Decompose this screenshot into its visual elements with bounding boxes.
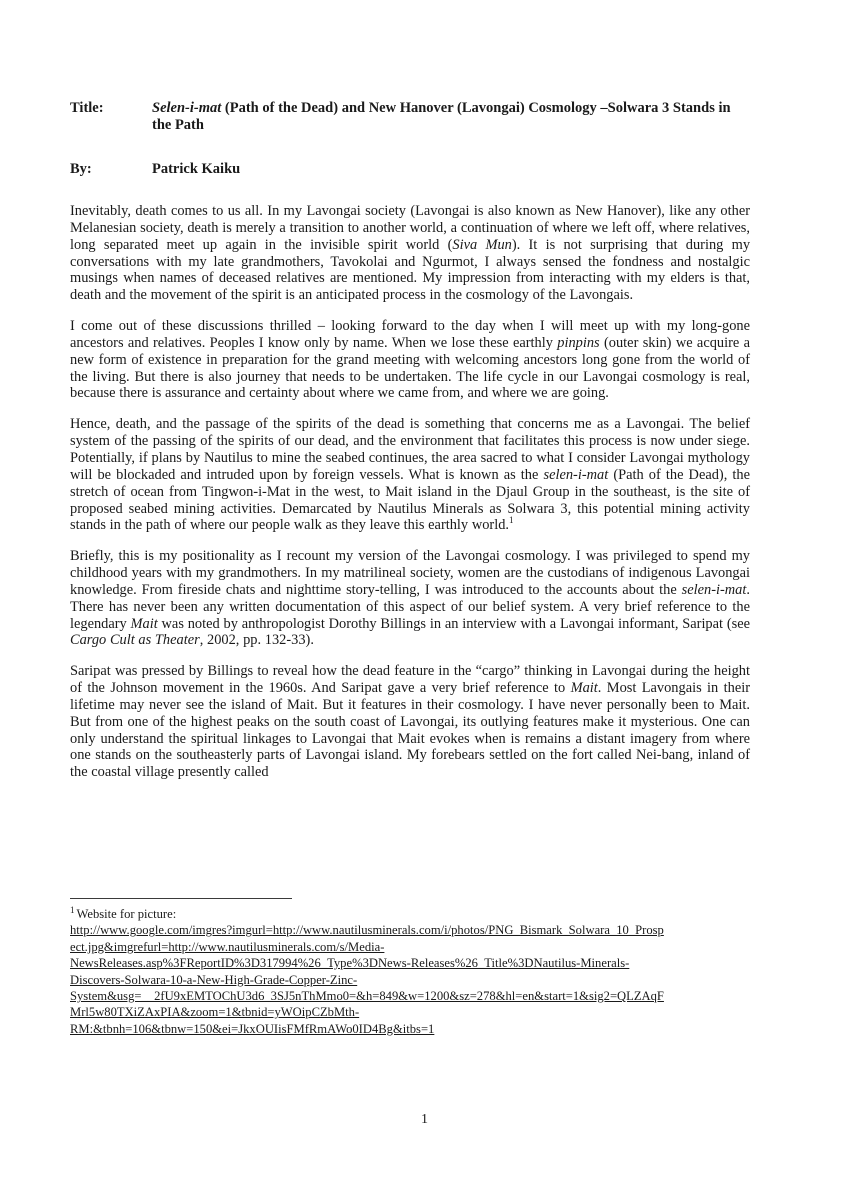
footnote-url-line[interactable]: RM:&tbnh=106&tbnw=150&ei=JkxOUIisFMfRmAWo0ID4Bg&itbs=1	[70, 1021, 435, 1036]
text-run: . There has never been any written documentation of this aspect of our belief system. A very brief reference to the legendary	[70, 581, 750, 632]
body-text	[70, 203, 750, 781]
footnote-url-line[interactable]: Mrl5w80TXiZAxPIA&zoom=1&tbnid=yWOipCZbMth-	[70, 1005, 360, 1020]
text-run: Briefly, this is my positionality as I recount my version of the Lavongai cosmology. I was privileged to spend my childhood years with my grandmothers. In my matrilineal society, women are the custodians of indigenous Lavongai knowledge. From fireside chats and nighttime story-telling, I was introduced to the accounts about the	[70, 548, 750, 598]
italic-term: selen-i-mat	[543, 466, 609, 483]
footnote-reference: 1	[509, 515, 514, 526]
text-run: Inevitably, death comes to us all. In my Lavongai society (Lavongai is also known as New Hanover), like any other Melanesian society, death is merely a transition to another world, a continuation of where we left off, where relatives, long separated meet up again in the invisible spirit world (	[70, 203, 750, 253]
paragraph-2	[70, 318, 750, 402]
footnote-url-line[interactable]: Discovers-Solwara-10-a-New-High-Grade-Copper-Zinc-	[70, 972, 358, 987]
text-run: . Most Lavongais in their lifetime may never see the island of Mait. But it features in their cosmology. I have never personally been to Mait. But from one of the highest peaks on the south coast of Lavongai, its outlying features make it mysterious. One can only understand the spiritual linkages to Lavongai that Mait evokes when is remains a distant imagery from where one stands on the southeasterly parts of Lavongai island. My forebears settled on the fort called Nei-bang, inland of the coastal village presently called	[70, 680, 750, 781]
title-remainder: (Path of the Dead) and New Hanover (Lavongai) Cosmology –Solwara 3 Stands in the Path	[152, 100, 731, 133]
author-row	[70, 161, 750, 178]
italic-term: pinpins	[557, 334, 600, 351]
text-run: (outer skin) we acquire a new form of existence in preparation for the grand meeting with welcoming ancestors long gone from the world of the living. But there is also journey that needs to be undertaken. The life cycle in our Lavongai cosmology is real, because there is assurance and certainty about where we came from, and where we are going.	[70, 334, 750, 402]
title-italic-term: Selen-i-mat	[152, 100, 222, 116]
text-run: , 2002, pp. 132-33).	[199, 632, 314, 649]
document-title	[152, 100, 750, 134]
italic-term: Siva Mun	[452, 236, 512, 253]
page-number: 1	[421, 1112, 428, 1127]
text-run: I come out of these discussions thrilled – looking forward to the day when I will meet up with my long-gone ancestors and relatives. Peoples I know only by name. When we lose these earthly	[70, 318, 750, 351]
italic-term: Mait	[130, 615, 158, 632]
by-label: By:	[70, 161, 92, 177]
paragraph-1	[70, 203, 750, 304]
text-run: ). It is not surprising that during my conversations with my late grandmothers, Tavokolai and Ngurmot, I always sensed the fondness and nostalgic musings when names of deceased relatives are mentioned. My impression from interacting with my elders is that, death and the movement of the spirit is an anticipated process in the cosmology of the Lavongais.	[70, 236, 751, 304]
footnote-url-line[interactable]: System&usg=__2fU9xEMTOChU3d6_3SJ5nThMmo0=&h=849&w=1200&sz=278&hl=en&start=1&sig2=QLZAqF	[70, 989, 664, 1004]
document-content	[70, 100, 750, 781]
author-name: Patrick Kaiku	[152, 161, 241, 177]
footnote-url-line[interactable]: http://www.google.com/imgres?imgurl=http://www.nautilusminerals.com/i/photos/PNG_Bismark_Solwara_10_Prosp	[70, 923, 664, 938]
footnote-text	[70, 906, 753, 1037]
paragraph-5	[70, 663, 750, 781]
title-row	[70, 100, 750, 134]
footnote-marker: 1	[70, 904, 75, 915]
paragraph-4	[70, 548, 750, 649]
footnote-url-line[interactable]: NewsReleases.asp%3FReportID%3D317994%26_Type%3DNews-Releases%26_Title%3DNautilus-Minerals-	[70, 956, 630, 971]
title-label: Title:	[70, 100, 104, 116]
footnote-url-line[interactable]: ect.jpg&imgrefurl=http://www.nautilusminerals.com/s/Media-	[70, 939, 385, 954]
footnote-url-link[interactable]	[70, 922, 753, 1037]
footnote-separator	[70, 898, 292, 899]
footnote-intro: Website for picture:	[76, 907, 177, 921]
text-run: was noted by anthropologist Dorothy Billings in an interview with a Lavongai informant, Saripat (see	[157, 615, 750, 632]
text-run: Hence, death, and the passage of the spirits of the dead is something that concerns me as a Lavongai. The belief system of the passing of the spirits of our dead, and the environment that facilitates this process is now under siege. Potentially, if plans by Nautilus to mine the seabed continues, the area sacred to what I consider Lavongai mythology will be blockaded and intruded upon by foreign vessels. What is known as the	[70, 416, 750, 483]
italic-term: selen-i-mat	[681, 581, 747, 598]
text-run: (Path of the Dead), the stretch of ocean from Tingwon-i-Mat in the west, to Mait island in the Djaul Group in the southeast, is the site of proposed seabed mining activities. Demarcated by Nautilus Minerals as Solwara 3, this potential mining activity stands in the path of where our people walk as they leave this earthly world.	[70, 466, 750, 534]
italic-term: Mait	[570, 680, 598, 697]
paragraph-3	[70, 416, 750, 534]
text-run: Saripat was pressed by Billings to reveal how the dead feature in the “cargo” thinking in Lavongai during the height of the Johnson movement in the 1960s. And Saripat gave a very brief reference to	[70, 663, 750, 697]
footnote-section	[70, 898, 753, 1037]
italic-term: Cargo Cult as Theater	[70, 632, 200, 649]
